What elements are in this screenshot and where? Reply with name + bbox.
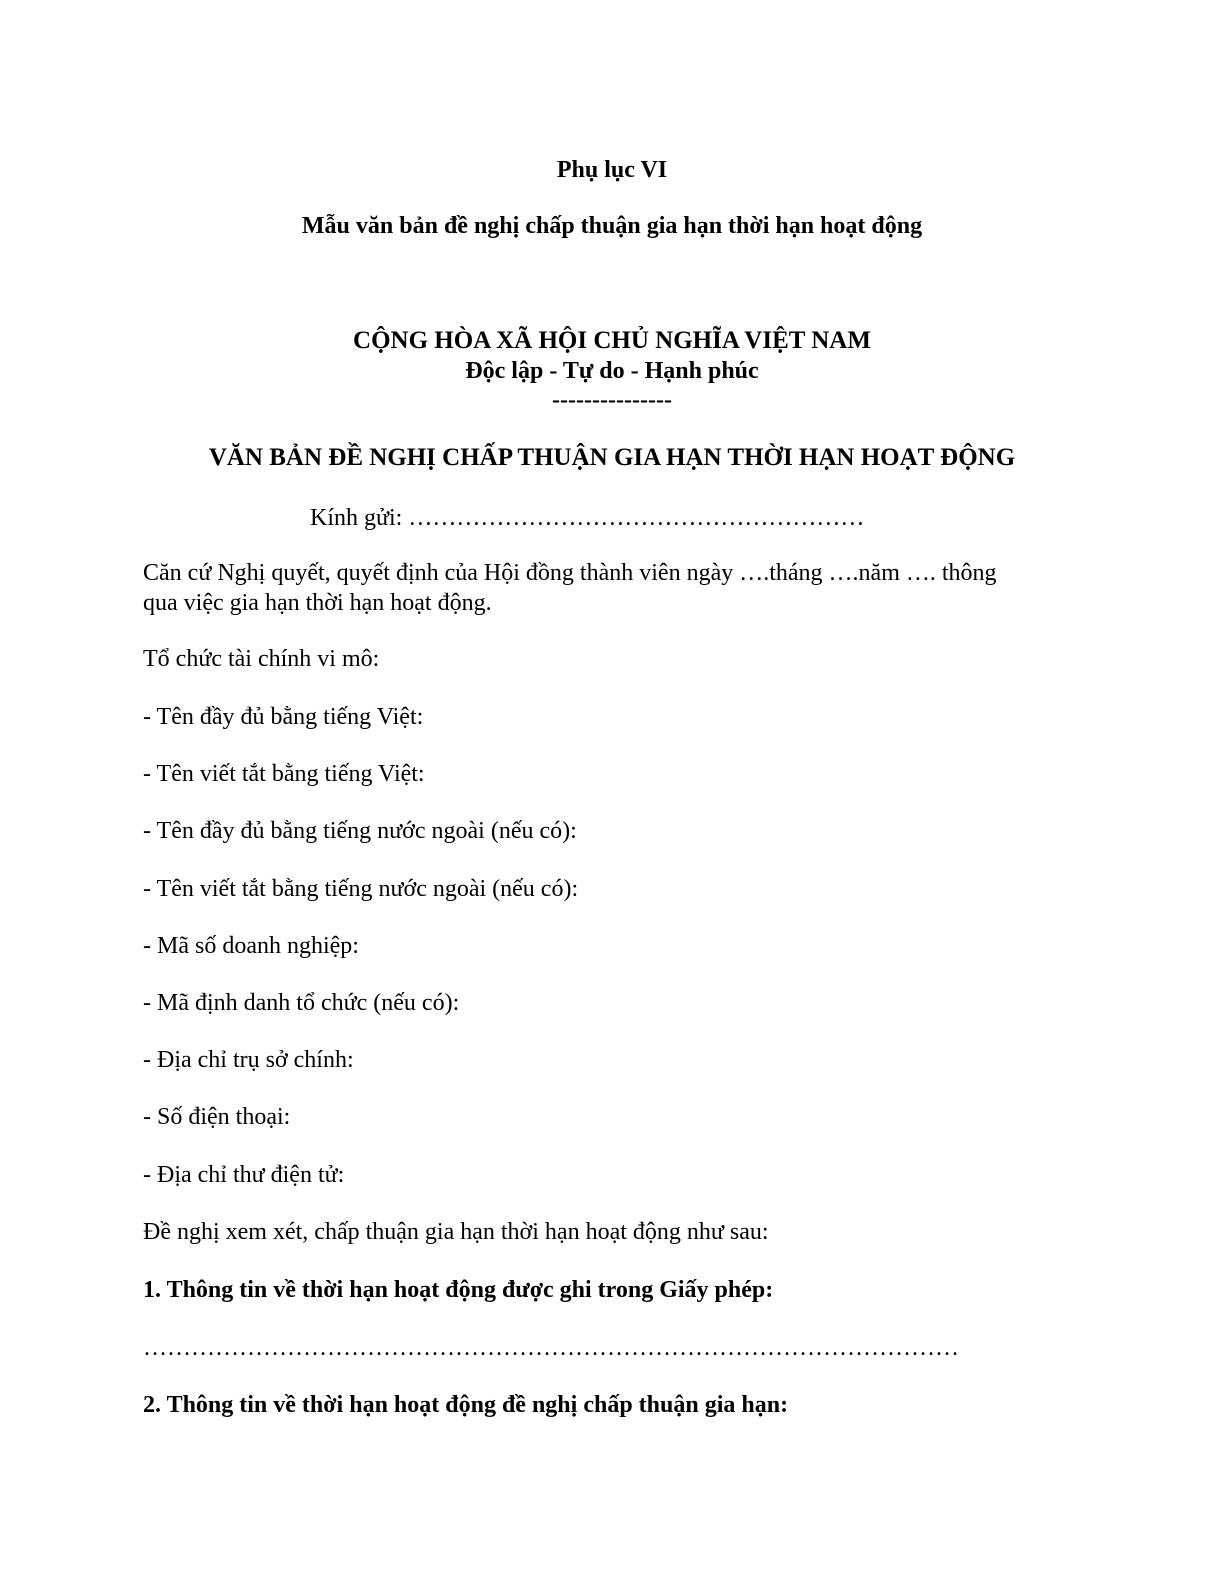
field-phone: - Số điện thoại:: [143, 1104, 291, 1130]
country-name: CỘNG HÒA XÃ HỘI CHỦ NGHĨA VIỆT NAM: [353, 327, 871, 354]
section-2-heading: 2. Thông tin về thời hạn hoạt động đề nghị chấp thuận gia hạn:: [143, 1392, 789, 1418]
national-motto: Độc lập - Tự do - Hạnh phúc: [465, 358, 759, 384]
appendix-subtitle: Mẫu văn bản đề nghị chấp thuận gia hạn thời hạn hoạt động: [301, 213, 923, 239]
recipient-line: Kính gửi: …………………………………………………: [310, 505, 865, 531]
basis-line-1: Căn cứ Nghị quyết, quyết định của Hội đồng thành viên ngày ….tháng ….năm …. thông: [143, 560, 997, 586]
field-head-office-address: - Địa chỉ trụ sở chính:: [143, 1047, 354, 1073]
field-business-code: - Mã số doanh nghiệp:: [143, 933, 359, 959]
field-full-name-vi: - Tên đầy đủ bằng tiếng Việt:: [143, 704, 424, 730]
document-title: VĂN BẢN ĐỀ NGHỊ CHẤP THUẬN GIA HẠN THỜI HẠN HOẠT ĐỘNG: [208, 444, 1016, 471]
field-full-name-foreign: - Tên đầy đủ bằng tiếng nước ngoài (nếu có):: [143, 818, 577, 844]
header-separator: ---------------: [552, 387, 672, 413]
basis-line-2: qua việc gia hạn thời hạn hoạt động.: [143, 590, 492, 616]
section-1-fill-line: …………………………………………………………………………………………: [143, 1335, 959, 1361]
appendix-title: Phụ lục VI: [556, 157, 668, 183]
field-email: - Địa chỉ thư điện tử:: [143, 1162, 345, 1188]
org-label: Tổ chức tài chính vi mô:: [143, 646, 380, 672]
field-short-name-vi: - Tên viết tắt bằng tiếng Việt:: [143, 761, 425, 787]
request-line: Đề nghị xem xét, chấp thuận gia hạn thời hạn hoạt động như sau:: [143, 1219, 769, 1245]
section-1-heading: 1. Thông tin về thời hạn hoạt động được ghi trong Giấy phép:: [143, 1277, 774, 1303]
field-short-name-foreign: - Tên viết tắt bằng tiếng nước ngoài (nếu có):: [143, 876, 579, 902]
field-org-id: - Mã định danh tổ chức (nếu có):: [143, 990, 460, 1016]
